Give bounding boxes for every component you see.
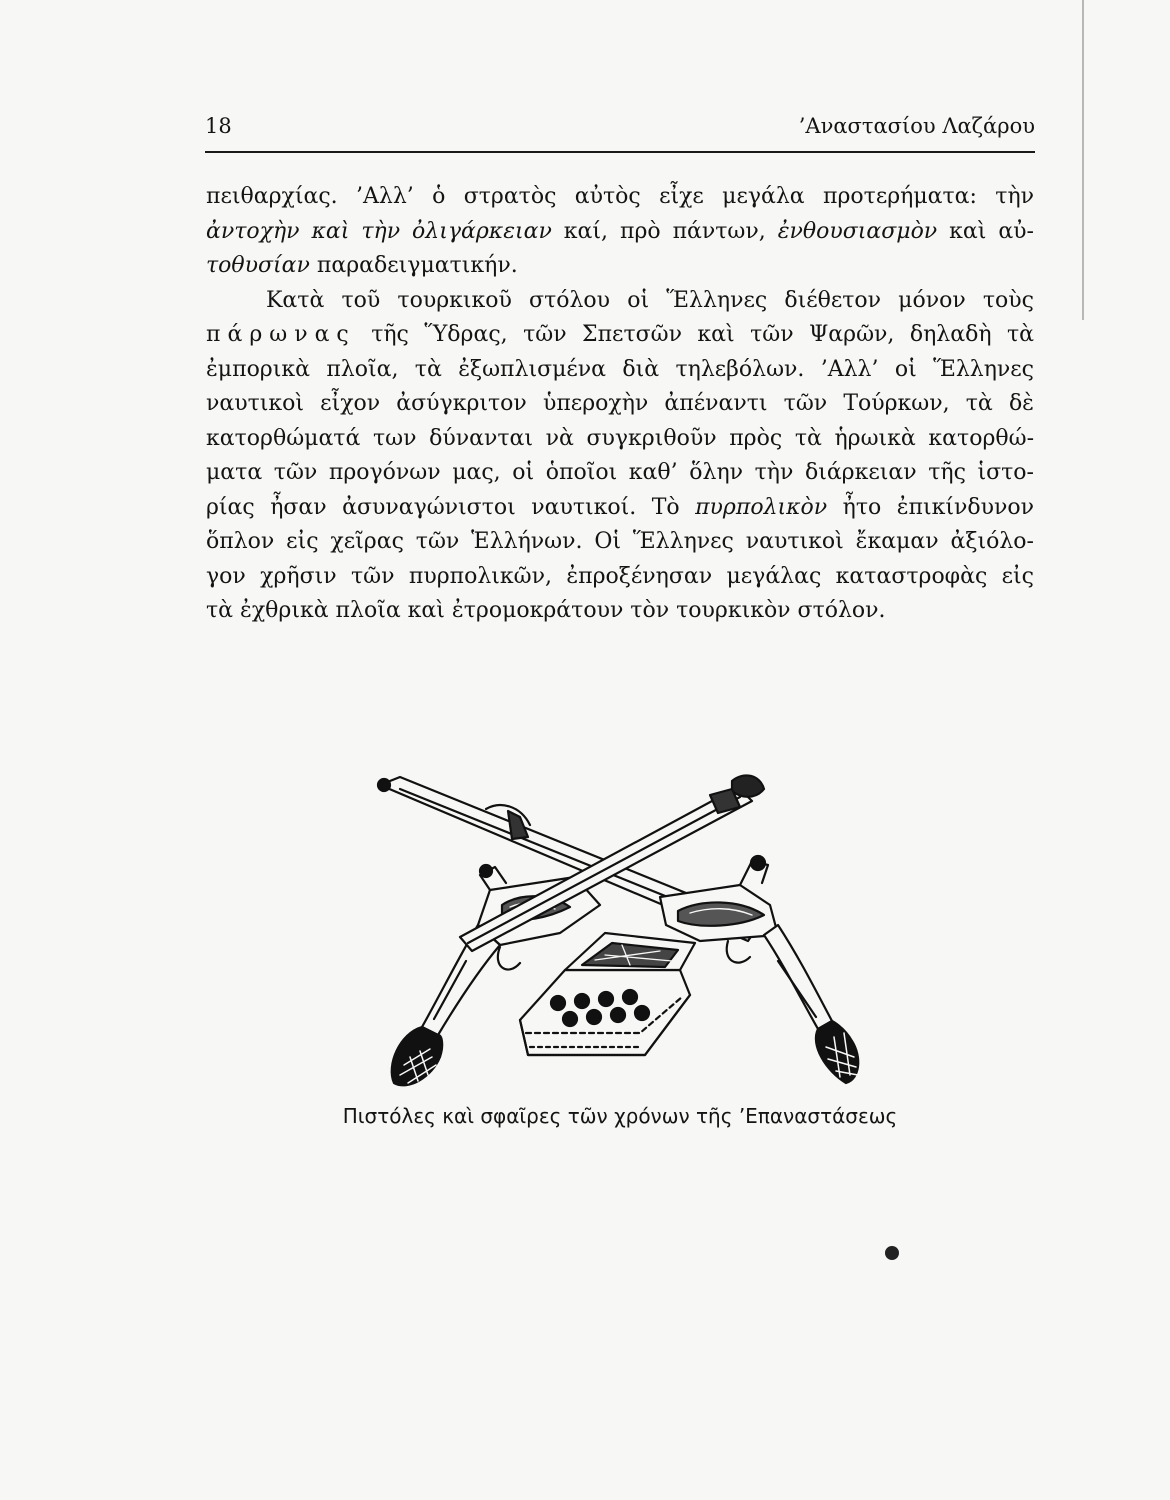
- pistols-illustration: [360, 765, 900, 1095]
- bullet-box: [520, 933, 695, 1055]
- text-line-7: ναυτικοὶ εἶχον ἀσύγκριτον ὑπεροχὴν ἀπέναντι τῶν Τούρκων, τὰ δὲ: [206, 391, 1034, 416]
- italic-term: ἐνθουσιασμὸν: [777, 218, 938, 244]
- figure-caption: Πιστόλες καὶ σφαῖρες τῶν χρόνων τῆς ’Επαναστάσεως: [342, 1104, 898, 1128]
- text-line-12: γον χρῆσιν τῶν πυρπολικῶν, ἐπροξένησαν μεγάλας καταστροφὰς εἰς: [206, 563, 1034, 589]
- header-rule: [205, 151, 1035, 153]
- text-line-8: κατορθώματά των δύνανται νὰ συγκριθοῦν πρὸς τὰ ἡρωικὰ κατορθώ-: [206, 425, 1034, 451]
- text-line-9: ματα τῶν προγόνων μας, οἱ ὁποῖοι καθ’ ὅλην τὴν διάρκειαν τῆς ἱστο-: [206, 460, 1034, 485]
- body-text: [206, 180, 1034, 629]
- page-header: [205, 108, 1035, 148]
- text-line-6: ἐμπορικὰ πλοῖα, τὰ ἐξωπλισμένα διὰ τηλεβόλων. ’Αλλ’ οἱ Ἕλληνες: [206, 356, 1034, 382]
- text-line-10: ρίας ἦσαν ἀσυναγώνιστοι ναυτικοί. Τὸ πυρπολικὸν ἦτο ἐπικίνδυνον: [206, 494, 1034, 520]
- crossed-pistols-icon: [360, 765, 900, 1095]
- text-line-5: πάρωνας τῆς Ὕδρας, τῶν Σπετσῶν καὶ τῶν Ψαρῶν, δηλαδὴ τὰ: [206, 322, 1034, 347]
- text-line-1: πειθαρχίας. ’Αλλ’ ὁ στρατὸς αὐτὸς εἶχε μεγάλα προτερήματα: τὴν: [206, 184, 1034, 209]
- text-line-2: ἀντοχὴν καὶ τὴν ὀλιγάρκειαν καί, πρὸ πάντων, ἐνθουσιασμὸν καὶ αὐ-: [206, 218, 1034, 244]
- spaced-term: πάρωνας: [206, 322, 356, 347]
- italic-term: τοθυσίαν: [206, 253, 310, 278]
- italic-term: ἀντοχὴν καὶ τὴν ὀλιγάρκειαν: [206, 218, 552, 244]
- text-line-3: τοθυσίαν παραδειγματικήν.: [206, 253, 518, 278]
- text-line-11: ὅπλον εἰς χεῖρας τῶν Ἑλλήνων. Οἱ Ἕλληνες ναυτικοὶ ἔκαμαν ἀξιόλο-: [206, 529, 1034, 554]
- page-edge-shadow: [1082, 0, 1084, 320]
- text-line-13: τὰ ἐχθρικὰ πλοῖα καὶ ἐτρομοκράτουν τὸν τουρκικὸν στόλον.: [206, 598, 886, 623]
- ink-smudge: [885, 1246, 899, 1260]
- italic-term: πυρπολικὸν: [695, 494, 828, 520]
- text-line-4: Κατὰ τοῦ τουρκικοῦ στόλου οἱ Ἕλληνες διέθετον μόνον τοὺς: [266, 287, 1034, 313]
- page-number: 18: [205, 114, 232, 138]
- running-head: ’Αναστασίου Λαζάρου: [798, 114, 1035, 138]
